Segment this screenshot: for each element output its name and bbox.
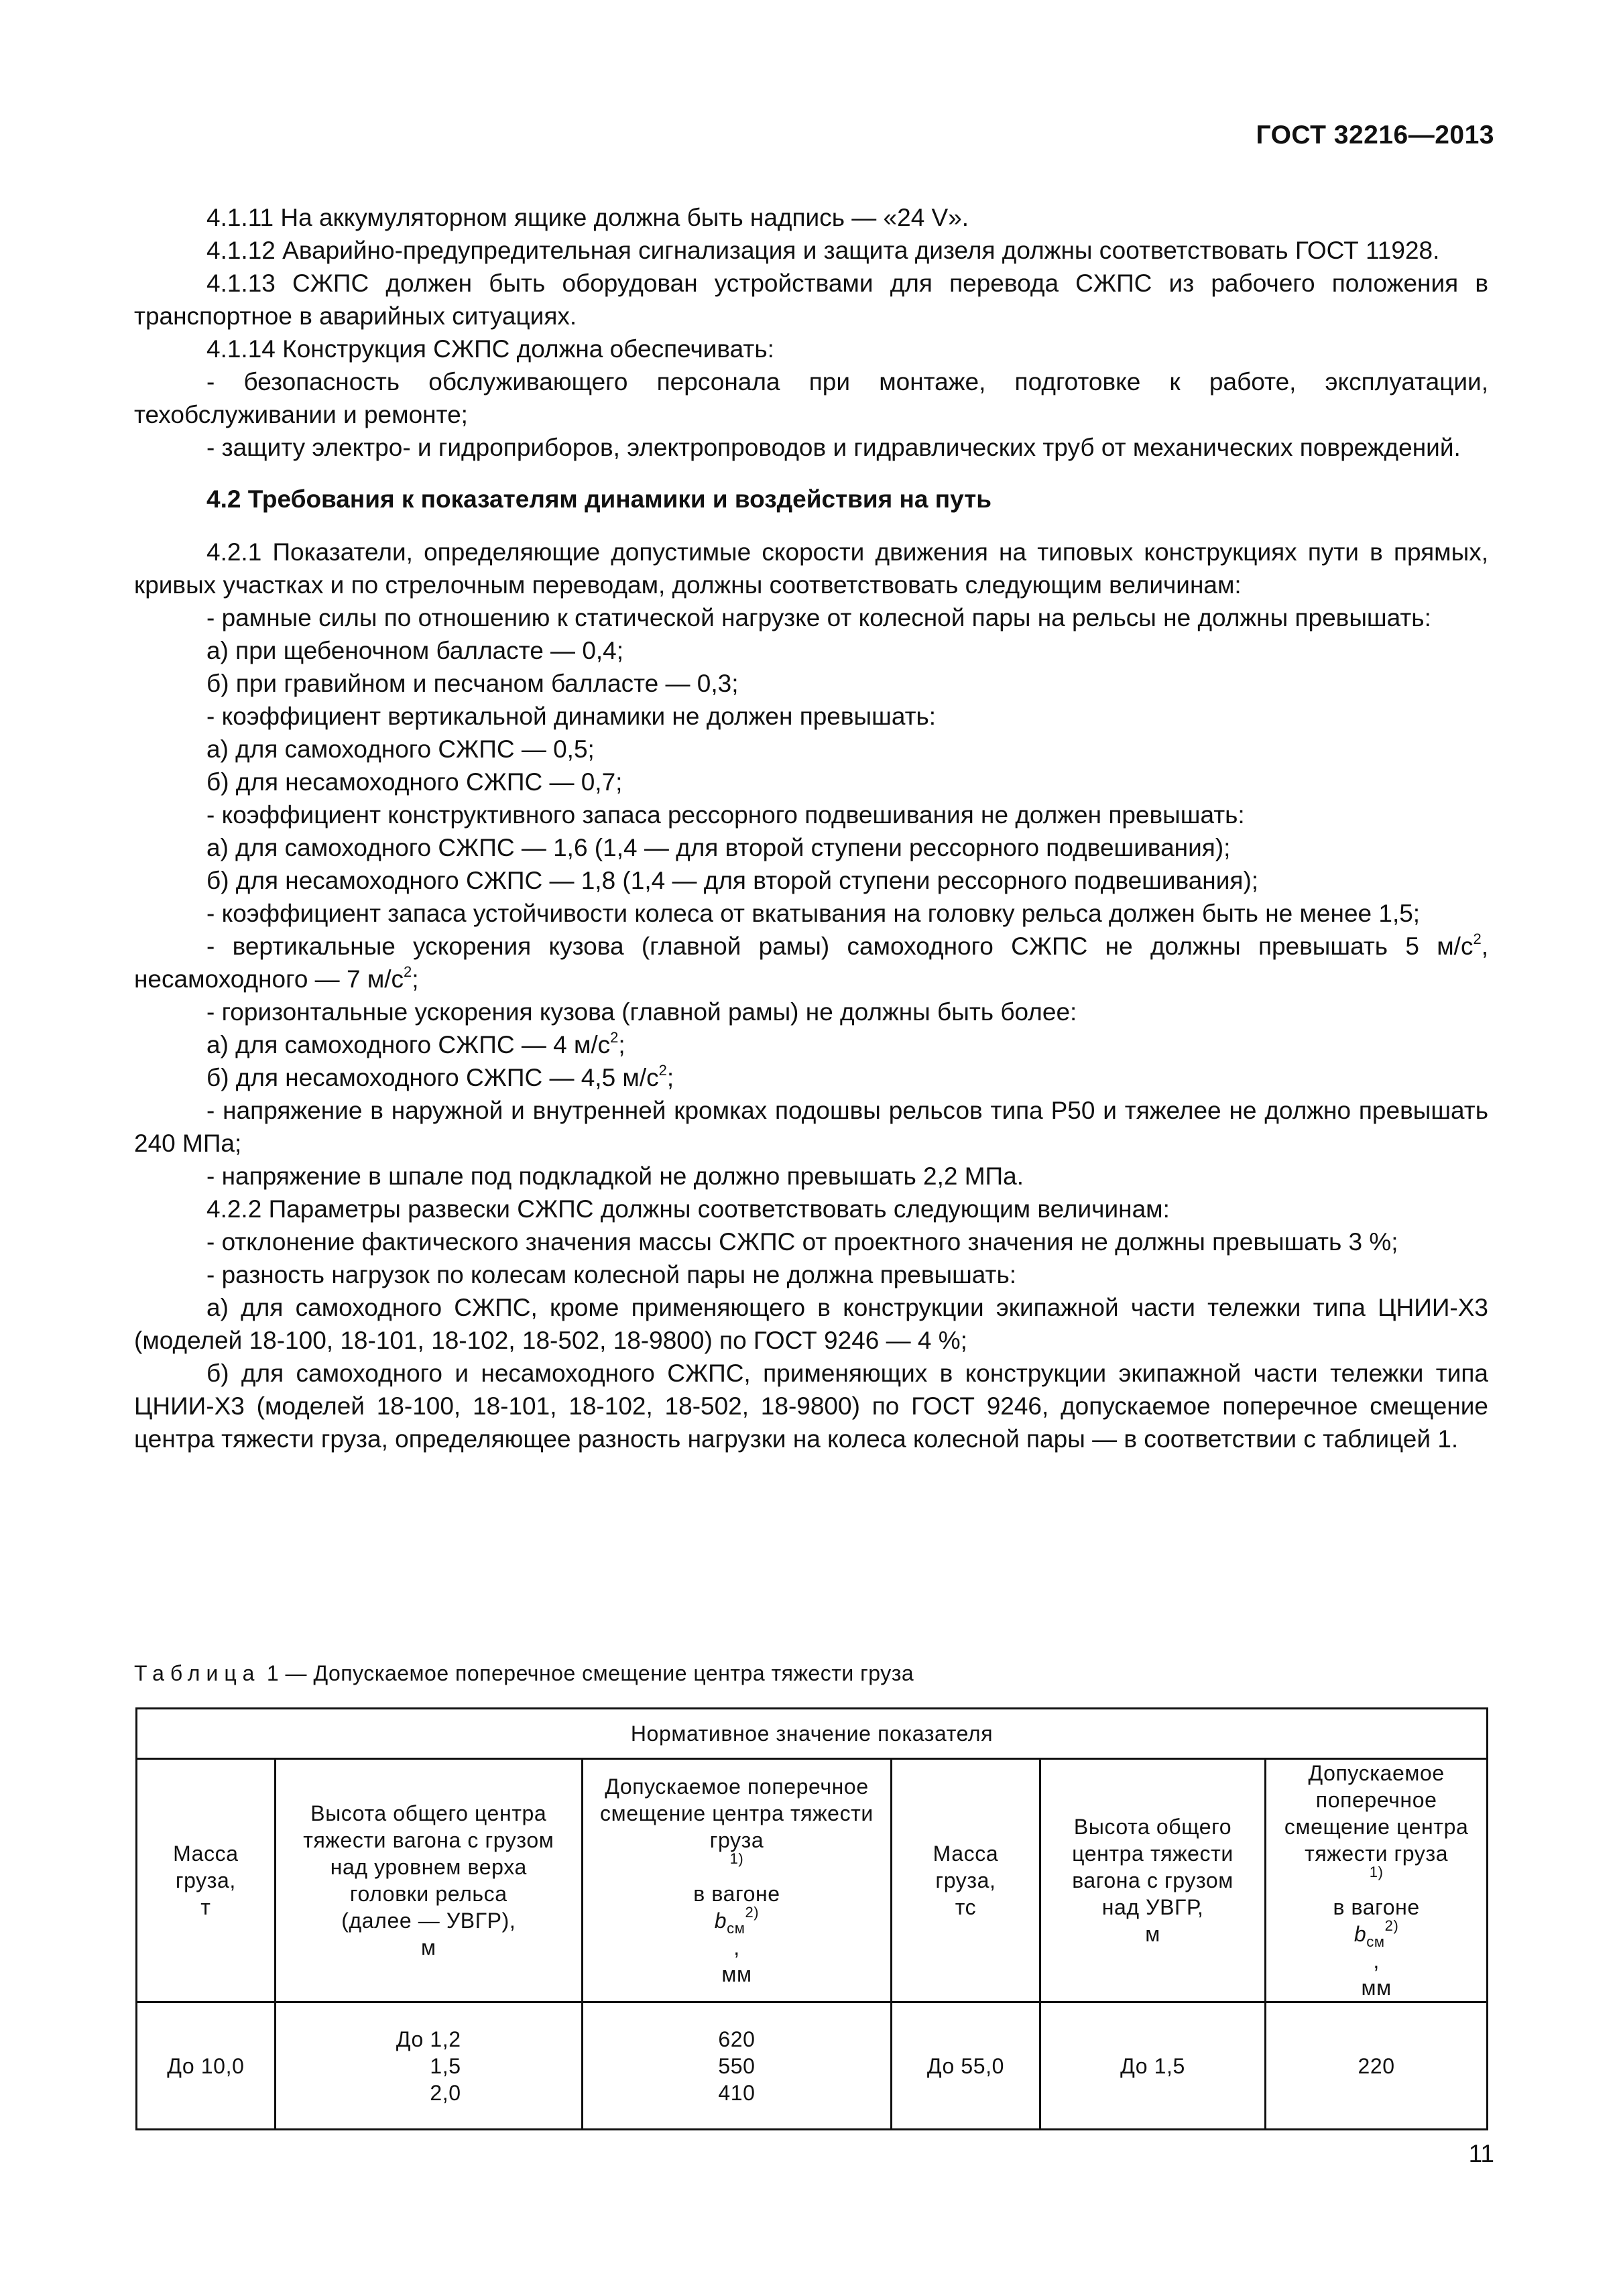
header-line: груза, <box>175 1868 236 1892</box>
text-run: тяжести груза <box>1305 1841 1449 1866</box>
header-line: м <box>420 1935 436 1959</box>
header-cell <box>137 1759 276 2002</box>
footnote-mark: 1) <box>1369 1864 1384 1880</box>
table-cell: До 1,5 <box>1040 2002 1265 2130</box>
header-line: мм <box>1361 1976 1392 2000</box>
cell-line: 410 <box>718 2080 756 2105</box>
cell-line: 1,5 <box>430 2053 461 2078</box>
value-stack <box>396 2026 461 2106</box>
caption-word: Таблица <box>134 1661 261 1685</box>
document-code: ГОСТ 32216—2013 <box>1256 121 1494 149</box>
header-line: Масса <box>173 1841 239 1866</box>
header-cell <box>1266 1759 1488 2002</box>
text-run: в вагоне <box>693 1882 780 1906</box>
table-cell: До 10,0 <box>137 2002 276 2130</box>
header-line: головки рельса <box>349 1882 507 1906</box>
paragraph <box>134 1028 1488 1061</box>
paragraph: а) для самоходного СЖПС, кроме применяющего в конструкции экипажной части тележки типа ЦНИИ-Х3 (моделей 18-100, 18-101, 18-102, 18-502, 18-9800) по ГОСТ 9246 — 4 %; <box>134 1294 1488 1354</box>
table-cell <box>582 2002 891 2130</box>
paragraph: а) для самоходного СЖПС — 1,6 (1,4 — для второй ступени рессорного подвешивания); <box>206 834 1231 861</box>
paragraph: - защиту электро- и гидроприборов, электропроводов и гидравлических труб от механических повреждений. <box>206 434 1461 461</box>
header-line: смещение центра <box>1284 1815 1469 1839</box>
paragraph <box>134 1061 1488 1094</box>
header-line: вагона с грузом <box>1072 1868 1234 1892</box>
text-run: , несамоходного — 7 м/с <box>134 932 1488 993</box>
paragraph: 4.2.1 Показатели, определяющие допустимые скорости движения на типовых конструкциях пути в прямых, кривых участках и по стрелочным переводам, должны соответствовать следующим величинам: <box>134 538 1488 599</box>
table-cell: До 55,0 <box>892 2002 1040 2130</box>
header-cell <box>892 1759 1040 2002</box>
text-run: - вертикальные ускорения кузова (главной рамы) самоходного СЖПС не должны превышать 5 м/с <box>206 932 1474 960</box>
symbol: b <box>714 1909 727 1933</box>
header-line: смещение центра тяжести <box>600 1801 874 1825</box>
paragraph: - отклонение фактического значения массы СЖПС от проектного значения не должны превышать 3 %; <box>206 1228 1398 1256</box>
text-run: в вагоне <box>1333 1895 1420 1919</box>
header-line: поперечное <box>1315 1788 1437 1812</box>
paragraph: б) для несамоходного СЖПС — 0,7; <box>206 768 623 796</box>
symbol: b <box>1354 1922 1367 1946</box>
paragraph: - напряжение в шпале под подкладкой не должно превышать 2,2 МПа. <box>206 1162 1024 1190</box>
footnote-mark: 1) <box>729 1850 744 1867</box>
paragraph: 4.2.2 Параметры развески СЖПС должны соответствовать следующим величинам: <box>206 1195 1170 1223</box>
header-cell <box>582 1759 891 2002</box>
paragraph: - коэффициент конструктивного запаса рессорного подвешивания не должен превышать: <box>206 801 1245 829</box>
header-cell <box>275 1759 582 2002</box>
paragraph: - напряжение в наружной и внутренней кромках подошвы рельсов типа Р50 и тяжелее не должно превышать 240 МПа; <box>134 1097 1488 1157</box>
header-line: над УВГР, <box>1101 1895 1204 1919</box>
header-line: (далее — УВГР), <box>341 1909 516 1933</box>
cell-line: 620 <box>718 2027 756 2051</box>
paragraph: а) при щебеночном балласте — 0,4; <box>206 637 624 664</box>
body-text <box>134 201 1488 1455</box>
paragraph: 4.1.12 Аварийно-предупредительная сигнализация и защита дизеля должны соответствовать ГОСТ 11928. <box>206 237 1440 264</box>
text-run: , <box>733 1935 740 1959</box>
header-line: Высота общего центра <box>310 1801 547 1825</box>
paragraph: б) для самоходного и несамоходного СЖПС, применяющих в конструкции экипажной части тележки типа ЦНИИ-Х3 (моделей 18-100, 18-101, 18-102, 18-502, 18-9800) по ГОСТ 9246, допускаемое поперечное смещение центра тяжести груза, определяющее разность нагрузки на колеса колесной пары — в соответствии с таблицей 1. <box>134 1360 1488 1453</box>
paragraph: б) при гравийном и песчаном балласте — 0,3; <box>206 670 739 697</box>
paragraph: 4.1.14 Конструкция СЖПС должна обеспечивать: <box>206 335 774 363</box>
norm-table <box>135 1707 1488 2130</box>
header-cell <box>1040 1759 1265 2002</box>
header-line: центра тяжести <box>1072 1841 1234 1866</box>
paragraph: - коэффициент вертикальной динамики не должен превышать: <box>206 703 937 730</box>
paragraph: - безопасность обслуживающего персонала при монтаже, подготовке к работе, эксплуатации, техобслуживании и ремонте; <box>134 368 1488 428</box>
header-line: Допускаемое поперечное <box>605 1774 869 1799</box>
cell-line: До 1,2 <box>396 2027 461 2051</box>
table-header-row <box>137 1759 1488 2002</box>
header-line: Высота общего <box>1073 1815 1232 1839</box>
paragraph: а) для самоходного СЖПС — 0,5; <box>206 735 595 763</box>
cell-line: 550 <box>718 2053 756 2078</box>
table-row <box>137 2002 1488 2130</box>
header-line: Масса <box>933 1841 999 1866</box>
superscript: 2 <box>610 1029 619 1046</box>
header-line <box>1273 1840 1480 1894</box>
header-line: тс <box>955 1895 977 1919</box>
cell-line: 2,0 <box>430 2080 461 2105</box>
header-line: т <box>200 1895 211 1919</box>
footnote-mark: 2) <box>745 1904 760 1921</box>
page-number: 11 <box>1468 2140 1494 2167</box>
header-line <box>1273 1894 1480 1974</box>
header-top-cell: Нормативное значение показателя <box>137 1709 1488 1759</box>
header-line: Допускаемое <box>1308 1761 1445 1785</box>
subscript: см <box>727 1920 745 1937</box>
paragraph: - коэффициент запаса устойчивости колеса от вкатывания на головку рельса должен быть не менее 1,5; <box>206 900 1421 927</box>
table-header-row <box>137 1709 1488 1759</box>
text-run: ; <box>618 1031 625 1059</box>
footnote-mark: 2) <box>1384 1917 1399 1934</box>
paragraph: - горизонтальные ускорения кузова (главной рамы) не должны быть более: <box>206 998 1077 1026</box>
text-run: б) для несамоходного СЖПС — 4,5 м/с <box>206 1064 659 1091</box>
paragraph: - рамные силы по отношению к статической нагрузке от колесной пары на рельсы не должны превышать: <box>206 604 1431 631</box>
text-run: груза <box>709 1828 764 1852</box>
superscript: 2 <box>658 1062 667 1079</box>
superscript: 2 <box>1473 930 1482 947</box>
header-line: м <box>1145 1922 1160 1946</box>
table-cell: 220 <box>1266 2002 1488 2130</box>
header-line <box>590 1827 884 1961</box>
table-caption <box>134 1660 914 1687</box>
paragraph: 4.1.13 СЖПС должен быть оборудован устройствами для перевода СЖПС из рабочего положения в транспортное в аварийных ситуациях. <box>134 269 1488 330</box>
header-line: мм <box>721 1962 752 1986</box>
header-line: над уровнем верха <box>330 1855 527 1879</box>
text-run: а) для самоходного СЖПС — 4 м/с <box>206 1031 611 1059</box>
paragraph: 4.1.11 На аккумуляторном ящике должна быть надпись — «24 V». <box>206 204 969 231</box>
subscript: см <box>1366 1933 1385 1950</box>
superscript: 2 <box>404 963 412 980</box>
caption-text: 1 — Допускаемое поперечное смещение центра тяжести груза <box>260 1661 914 1685</box>
text-run: ; <box>666 1064 674 1091</box>
paragraph <box>134 930 1488 995</box>
table-cell <box>275 2002 582 2130</box>
text-run: ; <box>412 965 419 993</box>
text-run: , <box>1373 1949 1380 1973</box>
paragraph: - разность нагрузок по колесам колесной пары не должна превышать: <box>206 1261 1017 1288</box>
paragraph: б) для несамоходного СЖПС — 1,8 (1,4 — для второй ступени рессорного подвешивания); <box>206 867 1259 894</box>
section-title: 4.2 Требования к показателям динамики и воздействия на путь <box>206 485 991 513</box>
header-line: груза, <box>935 1868 996 1892</box>
header-line: тяжести вагона с грузом <box>303 1828 554 1852</box>
